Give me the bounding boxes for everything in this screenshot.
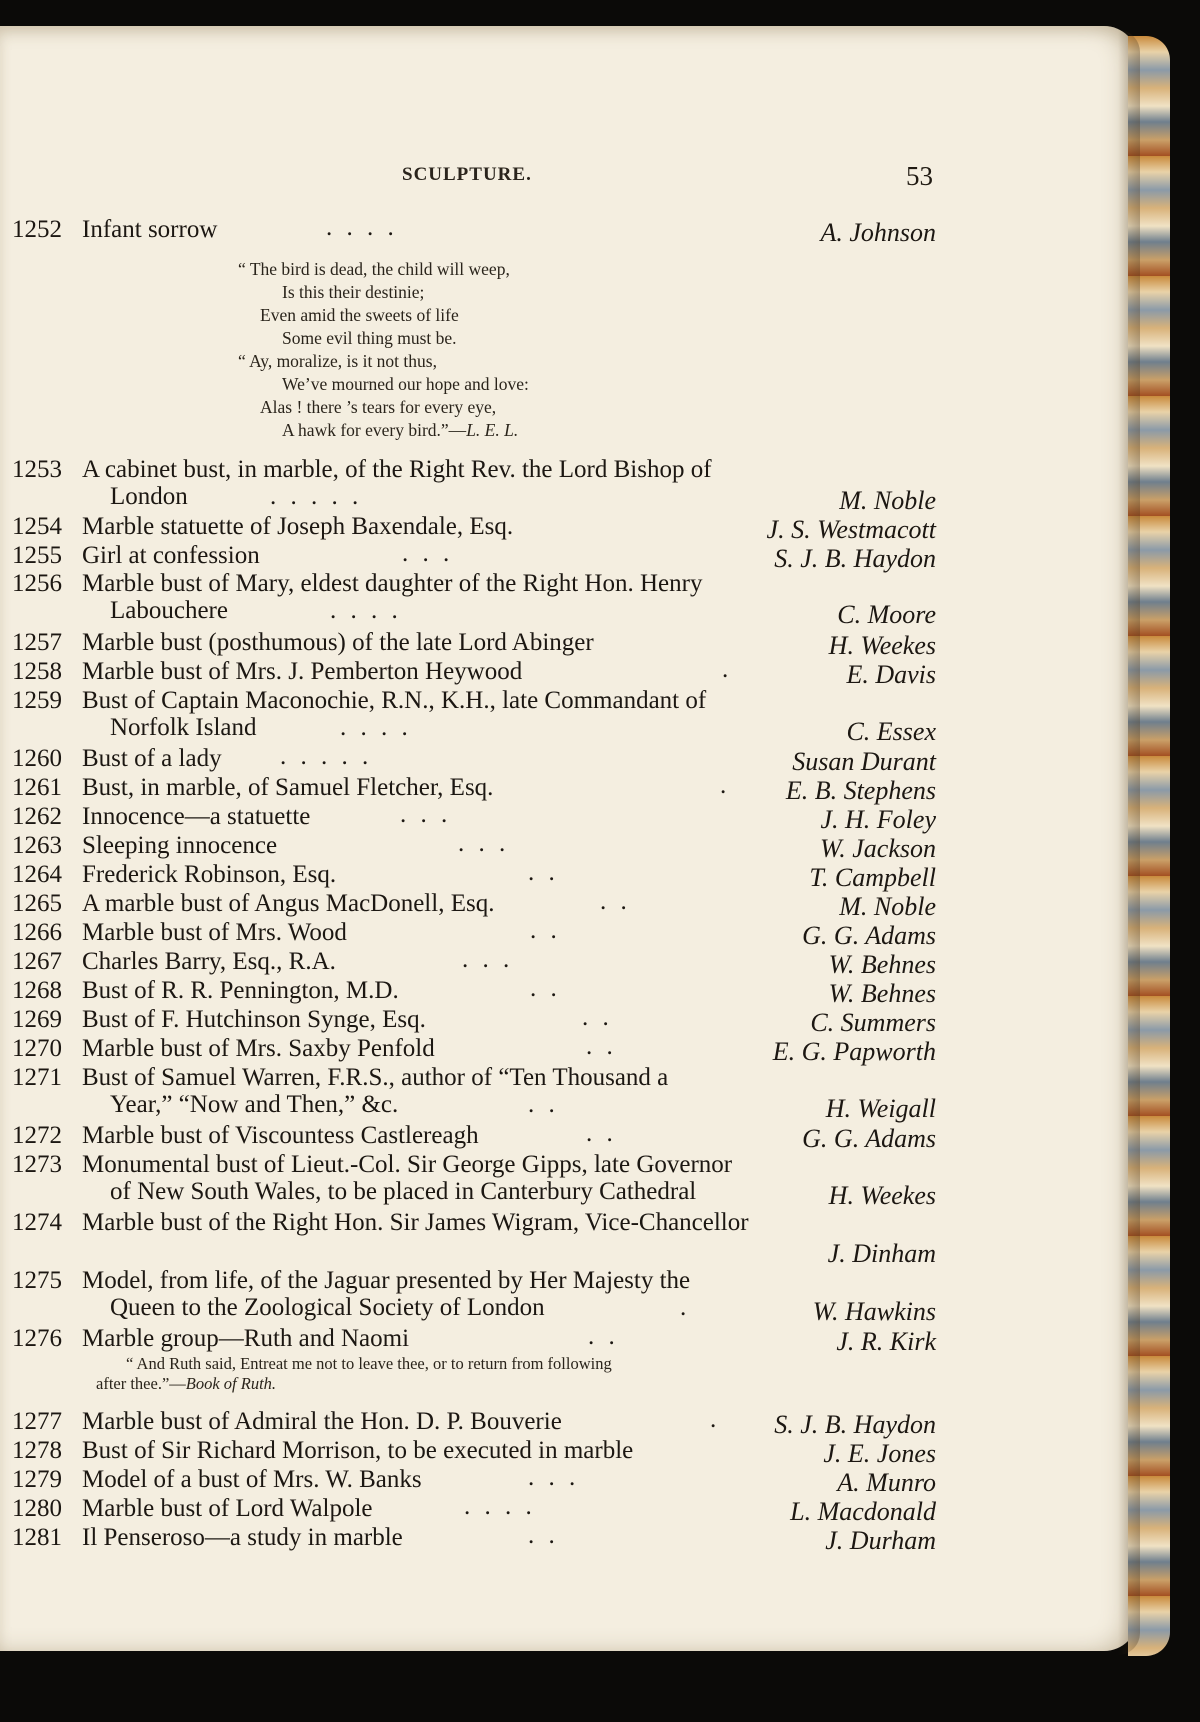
entry-artist: W. Jackson	[819, 834, 936, 863]
entry-title-continued: Norfolk Island	[110, 714, 257, 741]
entry-title: A marble bust of Angus MacDonell, Esq.	[82, 890, 495, 917]
leader-dots: . . . .	[464, 1493, 536, 1520]
entry-title-continued: London	[110, 483, 188, 510]
poem-line: “ The bird is dead, the child will weep,	[238, 259, 510, 279]
leader-dots: . .	[530, 975, 561, 1002]
entry-number: 1271	[12, 1064, 62, 1091]
entry-title: Monumental bust of Lieut.-Col. Sir George Gipps, late Governor	[82, 1151, 733, 1178]
entry-number: 1272	[12, 1122, 62, 1149]
entry-title: Sleeping innocence	[82, 832, 278, 859]
entry-title: Bust of R. R. Pennington, M.D.	[82, 977, 399, 1004]
quote-line	[96, 1374, 856, 1394]
entry-number: 1280	[12, 1495, 62, 1522]
entry-title: Marble bust of Mrs. J. Pemberton Heywood	[82, 658, 523, 685]
entry-number: 1273	[12, 1151, 62, 1178]
poem-line: Even amid the sweets of life	[260, 305, 459, 325]
entry-artist: E. Davis	[846, 660, 936, 689]
entry-number: 1258	[12, 658, 62, 685]
entry-number: 1281	[12, 1524, 62, 1551]
entry-number: 1279	[12, 1466, 62, 1493]
leader-dots: .	[720, 772, 731, 799]
entry-number: 1264	[12, 861, 62, 888]
entry-artist: C. Essex	[846, 717, 936, 746]
leader-dots: . . .	[400, 801, 452, 828]
entry-title: Marble bust of Mary, eldest daughter of the Right Hon. Henry	[82, 570, 703, 597]
entry-artist: W. Behnes	[828, 979, 936, 1008]
poem-line: Some evil thing must be.	[282, 328, 457, 348]
entry-title-continued: Queen to the Zoological Society of London	[110, 1294, 545, 1321]
entry-title: Marble bust of Lord Walpole	[82, 1495, 373, 1522]
leader-dots: . .	[528, 1091, 559, 1118]
entry-title: Frederick Robinson, Esq.	[82, 861, 337, 888]
entry-title-continued: of New South Wales, to be placed in Canterbury Cathedral	[110, 1178, 697, 1205]
entry-title: Marble bust of Mrs. Wood	[82, 919, 347, 946]
poem-line-text: A hawk for every bird.”—	[282, 420, 467, 440]
leader-dots: . . . . .	[280, 743, 373, 770]
entry-artist: J. Durham	[825, 1526, 936, 1555]
entry-artist: T. Campbell	[809, 863, 936, 892]
leader-dots: . . .	[528, 1464, 580, 1491]
entry-artist: S. J. B. Haydon	[774, 544, 936, 573]
quote-source: Book of Ruth.	[185, 1374, 277, 1393]
entry-number: 1256	[12, 570, 62, 597]
entry-artist: M. Noble	[839, 486, 936, 515]
leader-dots: . . .	[462, 946, 514, 973]
poem-line: We’ve mourned our hope and love:	[282, 374, 529, 394]
ruth-quotation	[96, 1354, 856, 1394]
quote-line-text: after thee.”—	[96, 1374, 186, 1393]
leader-dots: . .	[600, 888, 631, 915]
leader-dots: . . . . .	[270, 483, 363, 510]
leader-dots: . .	[530, 917, 561, 944]
entry-artist: A. Munro	[837, 1468, 936, 1497]
page-number: 53	[906, 161, 933, 191]
leader-dots: . .	[586, 1033, 617, 1060]
entry-number: 1266	[12, 919, 62, 946]
entry-number: 1252	[12, 216, 62, 243]
entry-title: Charles Barry, Esq., R.A.	[82, 948, 336, 975]
entry-number: 1259	[12, 687, 62, 714]
entry-title: Innocence—a statuette	[82, 803, 311, 830]
entry-title: Model, from life, of the Jaguar presented by Her Majesty the	[82, 1267, 691, 1294]
entry-artist: J. E. Jones	[823, 1439, 936, 1468]
poem-line: “ Ay, moralize, is it not thus,	[238, 351, 437, 371]
entry-artist: L. Macdonald	[790, 1497, 936, 1526]
entry-artist: Susan Durant	[792, 747, 936, 776]
leader-dots: . .	[582, 1004, 613, 1031]
entry-title: Il Penseroso—a study in marble	[82, 1524, 403, 1551]
entry-artist: C. Summers	[810, 1008, 936, 1037]
entry-title: Model of a bust of Mrs. W. Banks	[82, 1466, 422, 1493]
leader-dots: . . . .	[340, 714, 412, 741]
leader-dots: . . .	[402, 540, 454, 567]
entry-number: 1263	[12, 832, 62, 859]
entry-number: 1265	[12, 890, 62, 917]
entry-artist: E. B. Stephens	[785, 776, 936, 805]
entry-number: 1255	[12, 542, 62, 569]
entry-number: 1257	[12, 629, 62, 656]
running-title: SCULPTURE.	[402, 164, 532, 185]
entry-artist: H. Weekes	[828, 631, 936, 660]
poem-line: Is this their destinie;	[282, 282, 425, 302]
entry-artist: A. Johnson	[820, 218, 936, 247]
entry-title: Marble bust of the Right Hon. Sir James Wigram, Vice-Chancellor	[82, 1209, 749, 1236]
entry-artist: H. Weekes	[828, 1181, 936, 1210]
entry-number: 1267	[12, 948, 62, 975]
leader-dots: .	[710, 1406, 721, 1433]
leader-dots: . . .	[458, 830, 510, 857]
leader-dots: . . . .	[326, 214, 398, 241]
entry-number: 1277	[12, 1408, 62, 1435]
page-edge-shadow	[1118, 30, 1140, 1655]
entry-title: A cabinet bust, in marble, of the Right Rev. the Lord Bishop of	[82, 456, 712, 483]
entry-artist: W. Behnes	[828, 950, 936, 979]
poem-line	[282, 419, 658, 442]
entry-artist: J. H. Foley	[820, 805, 936, 834]
entry-number: 1274	[12, 1209, 62, 1236]
entry-artist: G. G. Adams	[802, 921, 936, 950]
entry-title: Marble bust (posthumous) of the late Lord Abinger	[82, 629, 594, 656]
entry-title: Marble statuette of Joseph Baxendale, Esq.	[82, 513, 514, 540]
leader-dots: . .	[528, 1522, 559, 1549]
poem-attribution: L. E. L.	[466, 420, 519, 440]
quote-line: “ And Ruth said, Entreat me not to leave thee, or to return from following	[126, 1354, 612, 1373]
entry-artist: G. G. Adams	[802, 1124, 936, 1153]
entry-title-continued: Labouchere	[110, 597, 228, 624]
entry-title: Bust, in marble, of Samuel Fletcher, Esq.	[82, 774, 494, 801]
leader-dots: . .	[586, 1120, 617, 1147]
entry-artist: C. Moore	[837, 600, 936, 629]
leader-dots: . .	[588, 1323, 619, 1350]
entry-number: 1275	[12, 1267, 62, 1294]
book-page	[0, 26, 1138, 1651]
entry-number: 1270	[12, 1035, 62, 1062]
entry-number: 1269	[12, 1006, 62, 1033]
entry-title: Bust of Samuel Warren, F.R.S., author of “Ten Thousand a	[82, 1064, 669, 1091]
entry-artist: J. Dinham	[827, 1239, 936, 1268]
entry-title: Infant sorrow	[82, 216, 218, 243]
entry-number: 1254	[12, 513, 62, 540]
entry-number: 1276	[12, 1325, 62, 1352]
entry-artist: J. R. Kirk	[836, 1327, 936, 1356]
entry-title-continued: Year,” “Now and Then,” &c.	[110, 1091, 399, 1118]
entry-title: Bust of Captain Maconochie, R.N., K.H., late Commandant of	[82, 687, 707, 714]
leader-dots: . .	[528, 859, 559, 886]
entry-number: 1253	[12, 456, 62, 483]
entry-title: Bust of F. Hutchinson Synge, Esq.	[82, 1006, 426, 1033]
entry-number: 1260	[12, 745, 62, 772]
leader-dots: . . . .	[330, 597, 402, 624]
entry-title: Bust of a lady	[82, 745, 222, 772]
entry-number: 1262	[12, 803, 62, 830]
entry-artist: E. G. Papworth	[772, 1037, 936, 1066]
entry-number: 1278	[12, 1437, 62, 1464]
entry-title: Marble bust of Admiral the Hon. D. P. Bouverie	[82, 1408, 562, 1435]
entry-artist: H. Weigall	[825, 1094, 936, 1123]
entry-title: Marble bust of Mrs. Saxby Penfold	[82, 1035, 435, 1062]
entry-number: 1261	[12, 774, 62, 801]
entry-title: Marble group—Ruth and Naomi	[82, 1325, 410, 1352]
entry-artist: W. Hawkins	[812, 1297, 936, 1326]
entry-title: Marble bust of Viscountess Castlereagh	[82, 1122, 479, 1149]
poem-epigraph	[238, 258, 658, 442]
entry-artist: S. J. B. Haydon	[774, 1410, 936, 1439]
entry-artist: J. S. Westmacott	[766, 515, 936, 544]
poem-line: Alas ! there ’s tears for every eye,	[260, 397, 497, 417]
entry-number: 1268	[12, 977, 62, 1004]
entry-title: Bust of Sir Richard Morrison, to be executed in marble	[82, 1437, 634, 1464]
entry-title: Girl at confession	[82, 542, 260, 569]
entry-artist: M. Noble	[839, 892, 936, 921]
leader-dots: .	[680, 1294, 691, 1321]
page-header	[0, 161, 1138, 198]
leader-dots: .	[722, 656, 733, 683]
